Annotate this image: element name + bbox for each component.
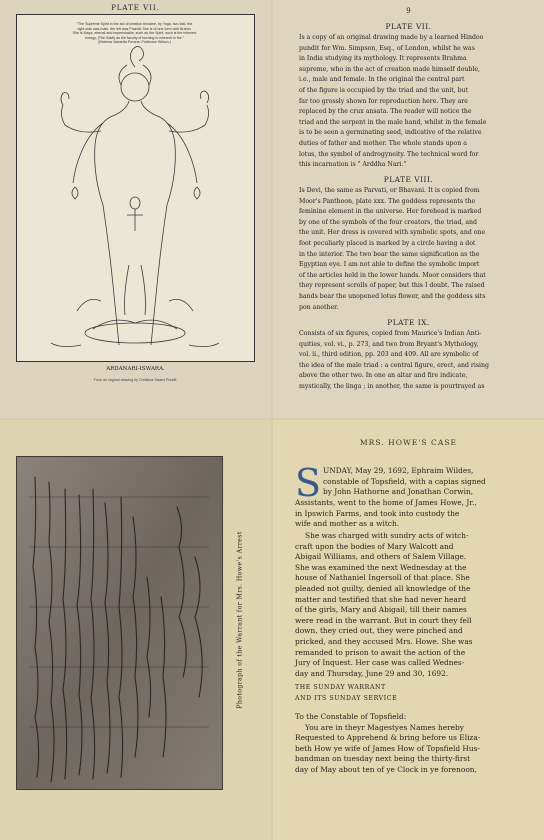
plate-quote [26, 22, 243, 45]
text-line: Jury of Inquest. Her case was called Wednes- [295, 658, 465, 668]
plate-vii-illustration-page [0, 0, 271, 418]
mrs-howes-case-page [273, 420, 544, 840]
warrant-text [295, 712, 523, 776]
quote-line: "The Supreme Spirit in the act of creation became, by Yoga, two-fold, the [76, 22, 193, 26]
text-line: constable of Topsfield, with a capias signed [323, 476, 486, 486]
text-line: beth How ye wife of James How of Topsfield Hus- [295, 743, 480, 753]
text-line: of the articles held in the lower hands. Moor considers that [299, 271, 486, 279]
text-line: by one of the symbols of the four creators, the triad, and [299, 218, 477, 226]
ardanari-iswara-figure [17, 15, 254, 361]
text-line: day and Thursday, June 29 and 30, 1692. [295, 668, 449, 678]
text-line: far too grossly shown for reproduction here. They are [299, 97, 468, 105]
text-line: pleaded not guilty, denied all knowledge of the [295, 583, 471, 593]
quote-line: right side was male, the left was Prakriti. She is of one form with Brahm. [77, 26, 192, 31]
text-line: replaced by the crux ansata. The reader will notice the [299, 108, 472, 116]
text-line: You are in theyr Magestyes Names hereby [305, 722, 464, 732]
subheading-sunday-warrant: THE SUNDAY WARRANT [295, 684, 386, 691]
section-title-plate-ix: PLATE IX. [387, 318, 430, 327]
text-line: the idea of the male triad : a central figure, erect, and rising [299, 361, 489, 369]
text-line: they represent scrolls of paper, but this I doubt. The raised [299, 282, 485, 290]
text-line: the unit. Her dress is covered with symbolic spots, and one [299, 229, 486, 237]
text-line: lotus, the symbol of androgyneity. The technical word for [299, 150, 479, 158]
text-line: of the figure is occupied by the triad and the unit, but [299, 86, 469, 94]
text-line: in Ipswich Farms, and took into custody the [295, 508, 460, 518]
text-line: of the girls, Mary and Abigail, till their names [295, 605, 467, 615]
text-line: is to be seen a germinating seed, indicative of the relative [299, 129, 482, 137]
text-line: this incarnation is " Arddha Nari." [299, 161, 407, 169]
text-line: matter and testified that she had never heard [295, 594, 467, 604]
section-text-plate-viii [299, 186, 524, 313]
subheading-sunday-service: AND ITS SUNDAY SERVICE [295, 695, 398, 702]
text-line: Assistants, went to the home of James Howe, Jr., [295, 498, 477, 507]
figure-caption: ARDANARI-ISWARA. [106, 366, 165, 372]
text-line: Moor's Pantheon, plate xxx. The goddess represents the [299, 197, 476, 205]
text-line: mystically, the linga ; in another, the same is pourtrayed as [299, 382, 485, 390]
plate-descriptions-page [273, 0, 544, 418]
text-line: pricked, and they accused Mrs. Howe. She was [295, 636, 473, 646]
text-line: Is Devi, the same as Parvati, or Bhavani. It is copied from [299, 187, 480, 194]
text-line: Is a copy of an original drawing made by a learned Hindoo [299, 34, 484, 41]
text-line: Abigail Williams, and others of Salem Village. [295, 552, 467, 562]
text-line: i.e., male and female. In the original the central part [299, 76, 465, 84]
text-line: bandman on tuesday next being the thirty-first [295, 754, 471, 764]
text-line: were read in the warrant. But in court they fell [295, 615, 472, 625]
warrant-photograph [16, 456, 223, 790]
warrant-photograph-page [0, 420, 271, 840]
text-line: To the Constable of Topsfield: [295, 712, 407, 721]
photo-caption-vertical [230, 450, 250, 790]
chapter-title: MRS. HOWE'S CASE [359, 438, 458, 447]
drop-cap: S [295, 461, 322, 505]
opening-paragraph-rest [295, 498, 523, 530]
text-line: pundit for Wm. Simpson, Esq., of London, whilst he was [299, 44, 475, 52]
section-text-plate-ix [299, 329, 524, 393]
text-line: by John Hathorne and Jonathan Corwin, [323, 487, 474, 497]
quote-line: energy, (The Sakti) as the faculty of burning is inherent in fire." [84, 35, 185, 40]
text-line: day of May about ten of ye Clock in ye forenoon, [295, 764, 477, 774]
text-line: house of Nathaniel Ingersoll of that place. She [295, 573, 470, 583]
figure-source-caption: From an original drawing by Chrishna Swami Pundit. [93, 378, 178, 382]
text-line: feminine element in the universe. Her forehead is marked [299, 208, 482, 216]
text-line: She was examined the next Wednesday at the [295, 562, 467, 572]
text-line: in the interior. The two bear the same signification as the [299, 250, 480, 258]
second-paragraph [295, 531, 523, 679]
text-line: Consists of six figures, copied from Maurice's Indian Anti- [299, 330, 482, 337]
text-line: supreme, who in the act of creation made himself double, [299, 65, 481, 73]
section-text-plate-vii [299, 33, 524, 171]
text-line: foot peculiarly placed is marked by a circle having a dot [299, 239, 476, 247]
section-title-plate-vii: PLATE VII. [385, 22, 432, 31]
text-line: vol. ii., third edition, pp. 203 and 409. All are symbolic of [299, 351, 479, 359]
text-line: pon another. [299, 303, 339, 311]
text-line: duties of father and mother. The whole stands upon a [299, 139, 467, 147]
text-line: craft upon the bodies of Mary Walcott and [295, 541, 454, 551]
quote-citation: (Brahma Vaivartta Purana; Professor Wilson.) [98, 40, 171, 45]
quote-line: She is Maya, eternal and imperishable, such as the Spirit, such is the inherent [72, 31, 197, 36]
text-line: down, they cried out, they were pinched and [295, 626, 463, 636]
text-line: She was charged with sundry acts of witch- [305, 531, 469, 540]
opening-lines-indented [323, 466, 523, 498]
photo-caption-text: Photograph of the Warrant for Mrs. Howe's Arrest [236, 531, 244, 709]
text-line: in India studying its mythology. It represents Brahma [299, 55, 467, 63]
text-line: Requested to Apprehend & bring before us Eliza- [295, 733, 481, 743]
text-line: quities, vol. vi., p. 273, and two from Bryant's Mythology, [299, 340, 479, 348]
plate-label: PLATE VII. [111, 4, 160, 12]
text-line: above the other two. In one an altar and fire indicate, [299, 372, 468, 380]
page-number: 9 [406, 7, 411, 15]
text-line: triad and the serpent in the male hand, whilst in the female [299, 118, 487, 126]
text-line: wife and mother as a witch. [295, 519, 400, 529]
text-line: hands bear the unopened lotus flower, and the goddess sits [299, 292, 486, 300]
illustration-frame [16, 14, 255, 362]
text-line: remanded to prison to await the action of the [295, 647, 466, 657]
section-title-plate-viii: PLATE VIII. [383, 175, 434, 184]
text-line: UNDAY, May 29, 1692, Ephraim Wildes, [323, 466, 474, 475]
text-line: Egyptian eye. I am not able to define the symbolic import [299, 261, 480, 269]
handwritten-warrant-image [17, 457, 222, 789]
